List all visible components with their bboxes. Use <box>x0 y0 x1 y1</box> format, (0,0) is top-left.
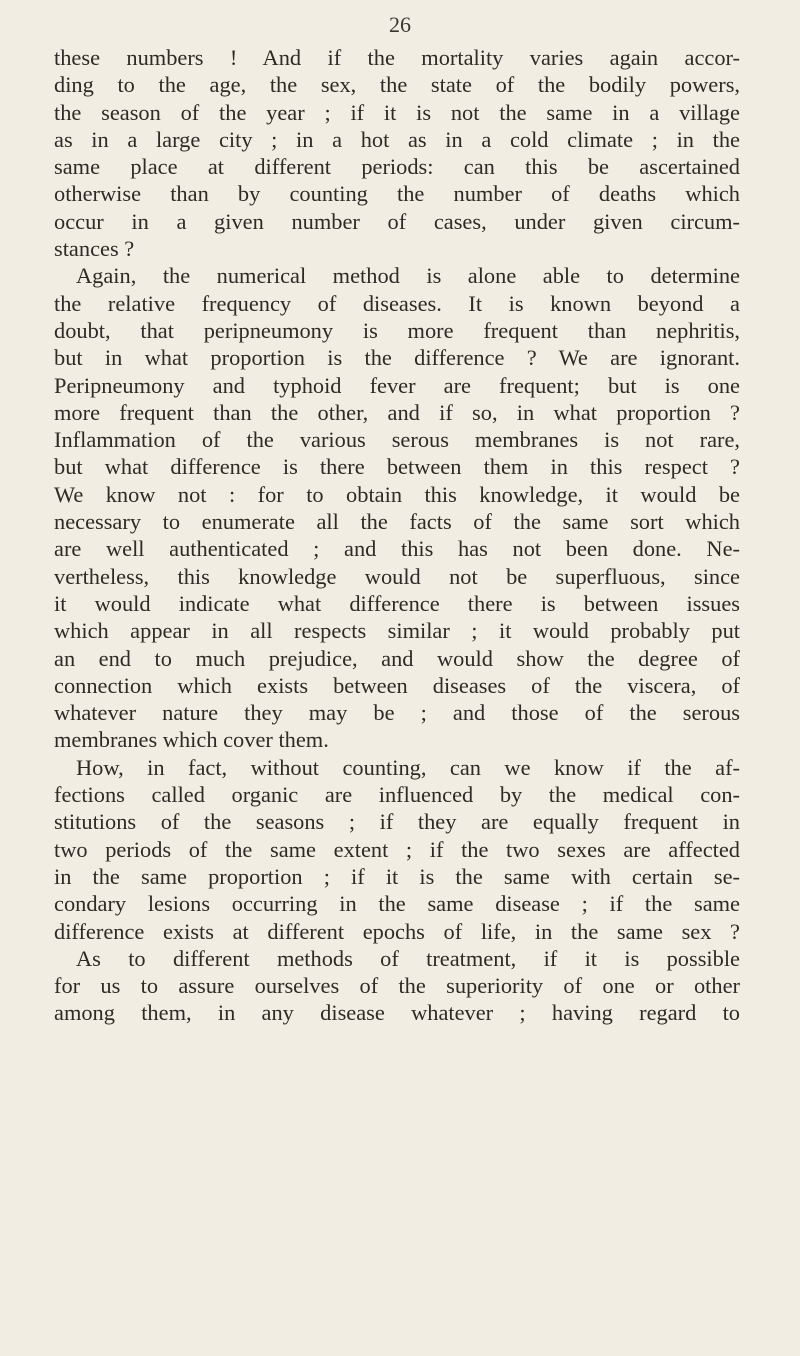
text-line: same place at different periods: can this be ascertained <box>54 154 740 180</box>
text-line: Inflammation of the various serous membranes is not rare, <box>54 427 740 453</box>
body-text <box>54 44 740 1027</box>
text-line: ding to the age, the sex, the state of the bodily powers, <box>54 72 740 98</box>
text-line: as in a large city ; in a hot as in a cold climate ; in the <box>54 126 740 152</box>
text-line: Peripneumony and typhoid fever are frequent; but is one <box>54 372 740 398</box>
text-line: How, in fact, without counting, can we know if the af- <box>76 754 740 780</box>
text-line: connection which exists between diseases of the viscera, of <box>54 672 740 698</box>
text-line: more frequent than the other, and if so, in what proportion ? <box>54 399 740 425</box>
text-line: but in what proportion is the difference ? We are ignorant. <box>54 345 740 371</box>
text-line: stances ? <box>54 236 135 262</box>
text-line: doubt, that peripneumony is more frequent than nephritis, <box>54 317 740 343</box>
page-number: 26 <box>389 12 411 37</box>
text-line: the relative frequency of diseases. It is known beyond a <box>54 290 740 316</box>
text-line: necessary to enumerate all the facts of the same sort which <box>54 509 740 535</box>
text-line: difference exists at different epochs of life, in the same sex ? <box>54 918 740 944</box>
text-line: stitutions of the seasons ; if they are equally frequent in <box>54 809 740 835</box>
text-line: Again, the numerical method is alone able to determine <box>76 263 740 289</box>
text-line: whatever nature they may be ; and those of the serous <box>54 700 740 726</box>
text-line: among them, in any disease whatever ; having regard to <box>54 1000 740 1026</box>
text-line: As to different methods of treatment, if it is possible <box>76 945 740 971</box>
text-line: in the same proportion ; if it is the same with certain se- <box>54 863 740 889</box>
text-line: membranes which cover them. <box>54 727 329 753</box>
text-line: two periods of the same extent ; if the two sexes are affected <box>54 836 740 862</box>
text-line: these numbers ! And if the mortality varies again accor- <box>54 45 740 70</box>
text-line: but what difference is there between them in this respect ? <box>54 454 740 480</box>
text-line: fections called organic are influenced by the medical con- <box>54 782 740 808</box>
text-line: the season of the year ; if it is not the same in a village <box>54 99 740 125</box>
text-line: vertheless, this knowledge would not be superfluous, since <box>54 563 740 589</box>
text-line: an end to much prejudice, and would show the degree of <box>54 645 740 671</box>
text-line: which appear in all respects similar ; it would probably put <box>54 618 740 644</box>
text-line: condary lesions occurring in the same disease ; if the same <box>54 891 740 917</box>
text-line: otherwise than by counting the number of deaths which <box>54 181 740 207</box>
text-line: are well authenticated ; and this has not been done. Ne- <box>54 536 740 562</box>
text-line: occur in a given number of cases, under given circum- <box>54 208 740 234</box>
text-line: We know not : for to obtain this knowledge, it would be <box>54 481 740 507</box>
text-line: it would indicate what difference there is between issues <box>54 590 740 616</box>
text-line: for us to assure ourselves of the superiority of one or other <box>54 973 740 999</box>
